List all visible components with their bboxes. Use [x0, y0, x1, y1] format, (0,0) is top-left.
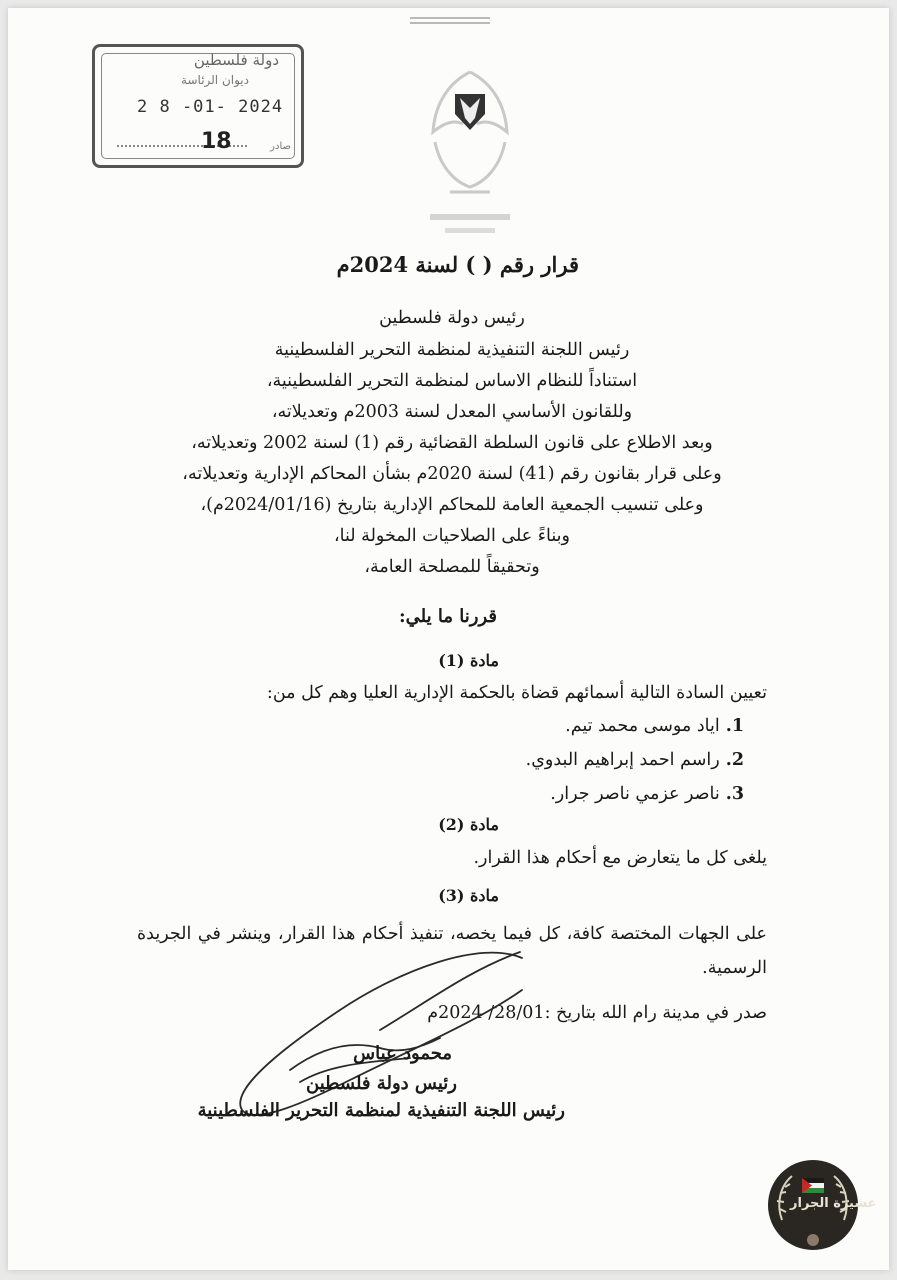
received-stamp: [92, 44, 304, 168]
stamp-number-label: صادر: [270, 141, 291, 152]
signatory-title-1: رئيس دولة فلسطين: [306, 1073, 457, 1094]
article-3-text: على الجهات المختصة كافة، كل فيما يخصه، تنفيذ أحكام هذا القرار، وينشر في الجريدة الرسمية.: [137, 924, 767, 978]
decision-title: قرار رقم ( ) لسنة 2024م: [336, 252, 579, 277]
letterhead-strip: [410, 14, 490, 28]
appointee-item: 3.ناصر عزمي ناصر جرار.: [550, 784, 744, 804]
preamble-line: رئيس دولة فلسطين: [379, 308, 525, 328]
issued-date-line: صدر في مدينة رام الله بتاريخ :28/01/ 2024م: [427, 1003, 767, 1023]
preamble-line: استناداً للنظام الاساس لمنظمة التحرير الفلسطينية،: [266, 371, 638, 391]
article-3-heading: مادة (3): [438, 886, 499, 905]
signatory-name: محمود عباس: [353, 1043, 452, 1064]
stamp-office: ديوان الرئاسة: [181, 73, 249, 87]
preamble-line: رئيس اللجنة التنفيذية لمنظمة التحرير الفلسطينية: [274, 340, 630, 360]
preamble-line: وللقانون الأساسي المعدل لسنة 2003م وتعديلاته،: [271, 402, 633, 422]
article-2-heading: مادة (2): [438, 815, 499, 834]
stamp-authority: دولة فلسطين: [193, 51, 279, 69]
decided-heading: قررنا ما يلي:: [399, 606, 497, 627]
signatory-title-2: رئيس اللجنة التنفيذية لمنظمة التحرير الفلسطينية: [197, 1100, 565, 1121]
clan-logo-text: عشيرة الجرار: [790, 1196, 877, 1211]
appointee-item: 1.اياد موسى محمد تيم.: [565, 716, 744, 736]
palestine-emblem-icon: [415, 62, 525, 242]
preamble-line: وعلى قرار بقانون رقم (41) لسنة 2020م بشأن المحاكم الإدارية وتعديلاته،: [182, 464, 722, 484]
article-1-heading: مادة (1): [438, 651, 499, 670]
preamble-line: وبعد الاطلاع على قانون السلطة القضائية رقم (1) لسنة 2002 وتعديلاته،: [191, 433, 713, 453]
article-1-intro: تعيين السادة التالية أسمائهم قضاة بالحكمة الإدارية العليا وهم كل من:: [266, 683, 767, 703]
preamble-line: وتحقيقاً للمصلحة العامة،: [364, 557, 540, 577]
preamble-line: وبناءً على الصلاحيات المخولة لنا،: [334, 526, 570, 546]
stamp-number: 18: [201, 129, 232, 154]
article-2-text: يلغى كل ما يتعارض مع أحكام هذا القرار.: [473, 848, 767, 868]
stamp-date: 2 8 -01- 2024: [137, 97, 284, 117]
preamble-line: وعلى تنسيب الجمعية العامة للمحاكم الإدارية بتاريخ (2024/01/16م)،: [200, 495, 704, 515]
appointee-item: 2.راسم احمد إبراهيم البدوي.: [525, 750, 744, 770]
